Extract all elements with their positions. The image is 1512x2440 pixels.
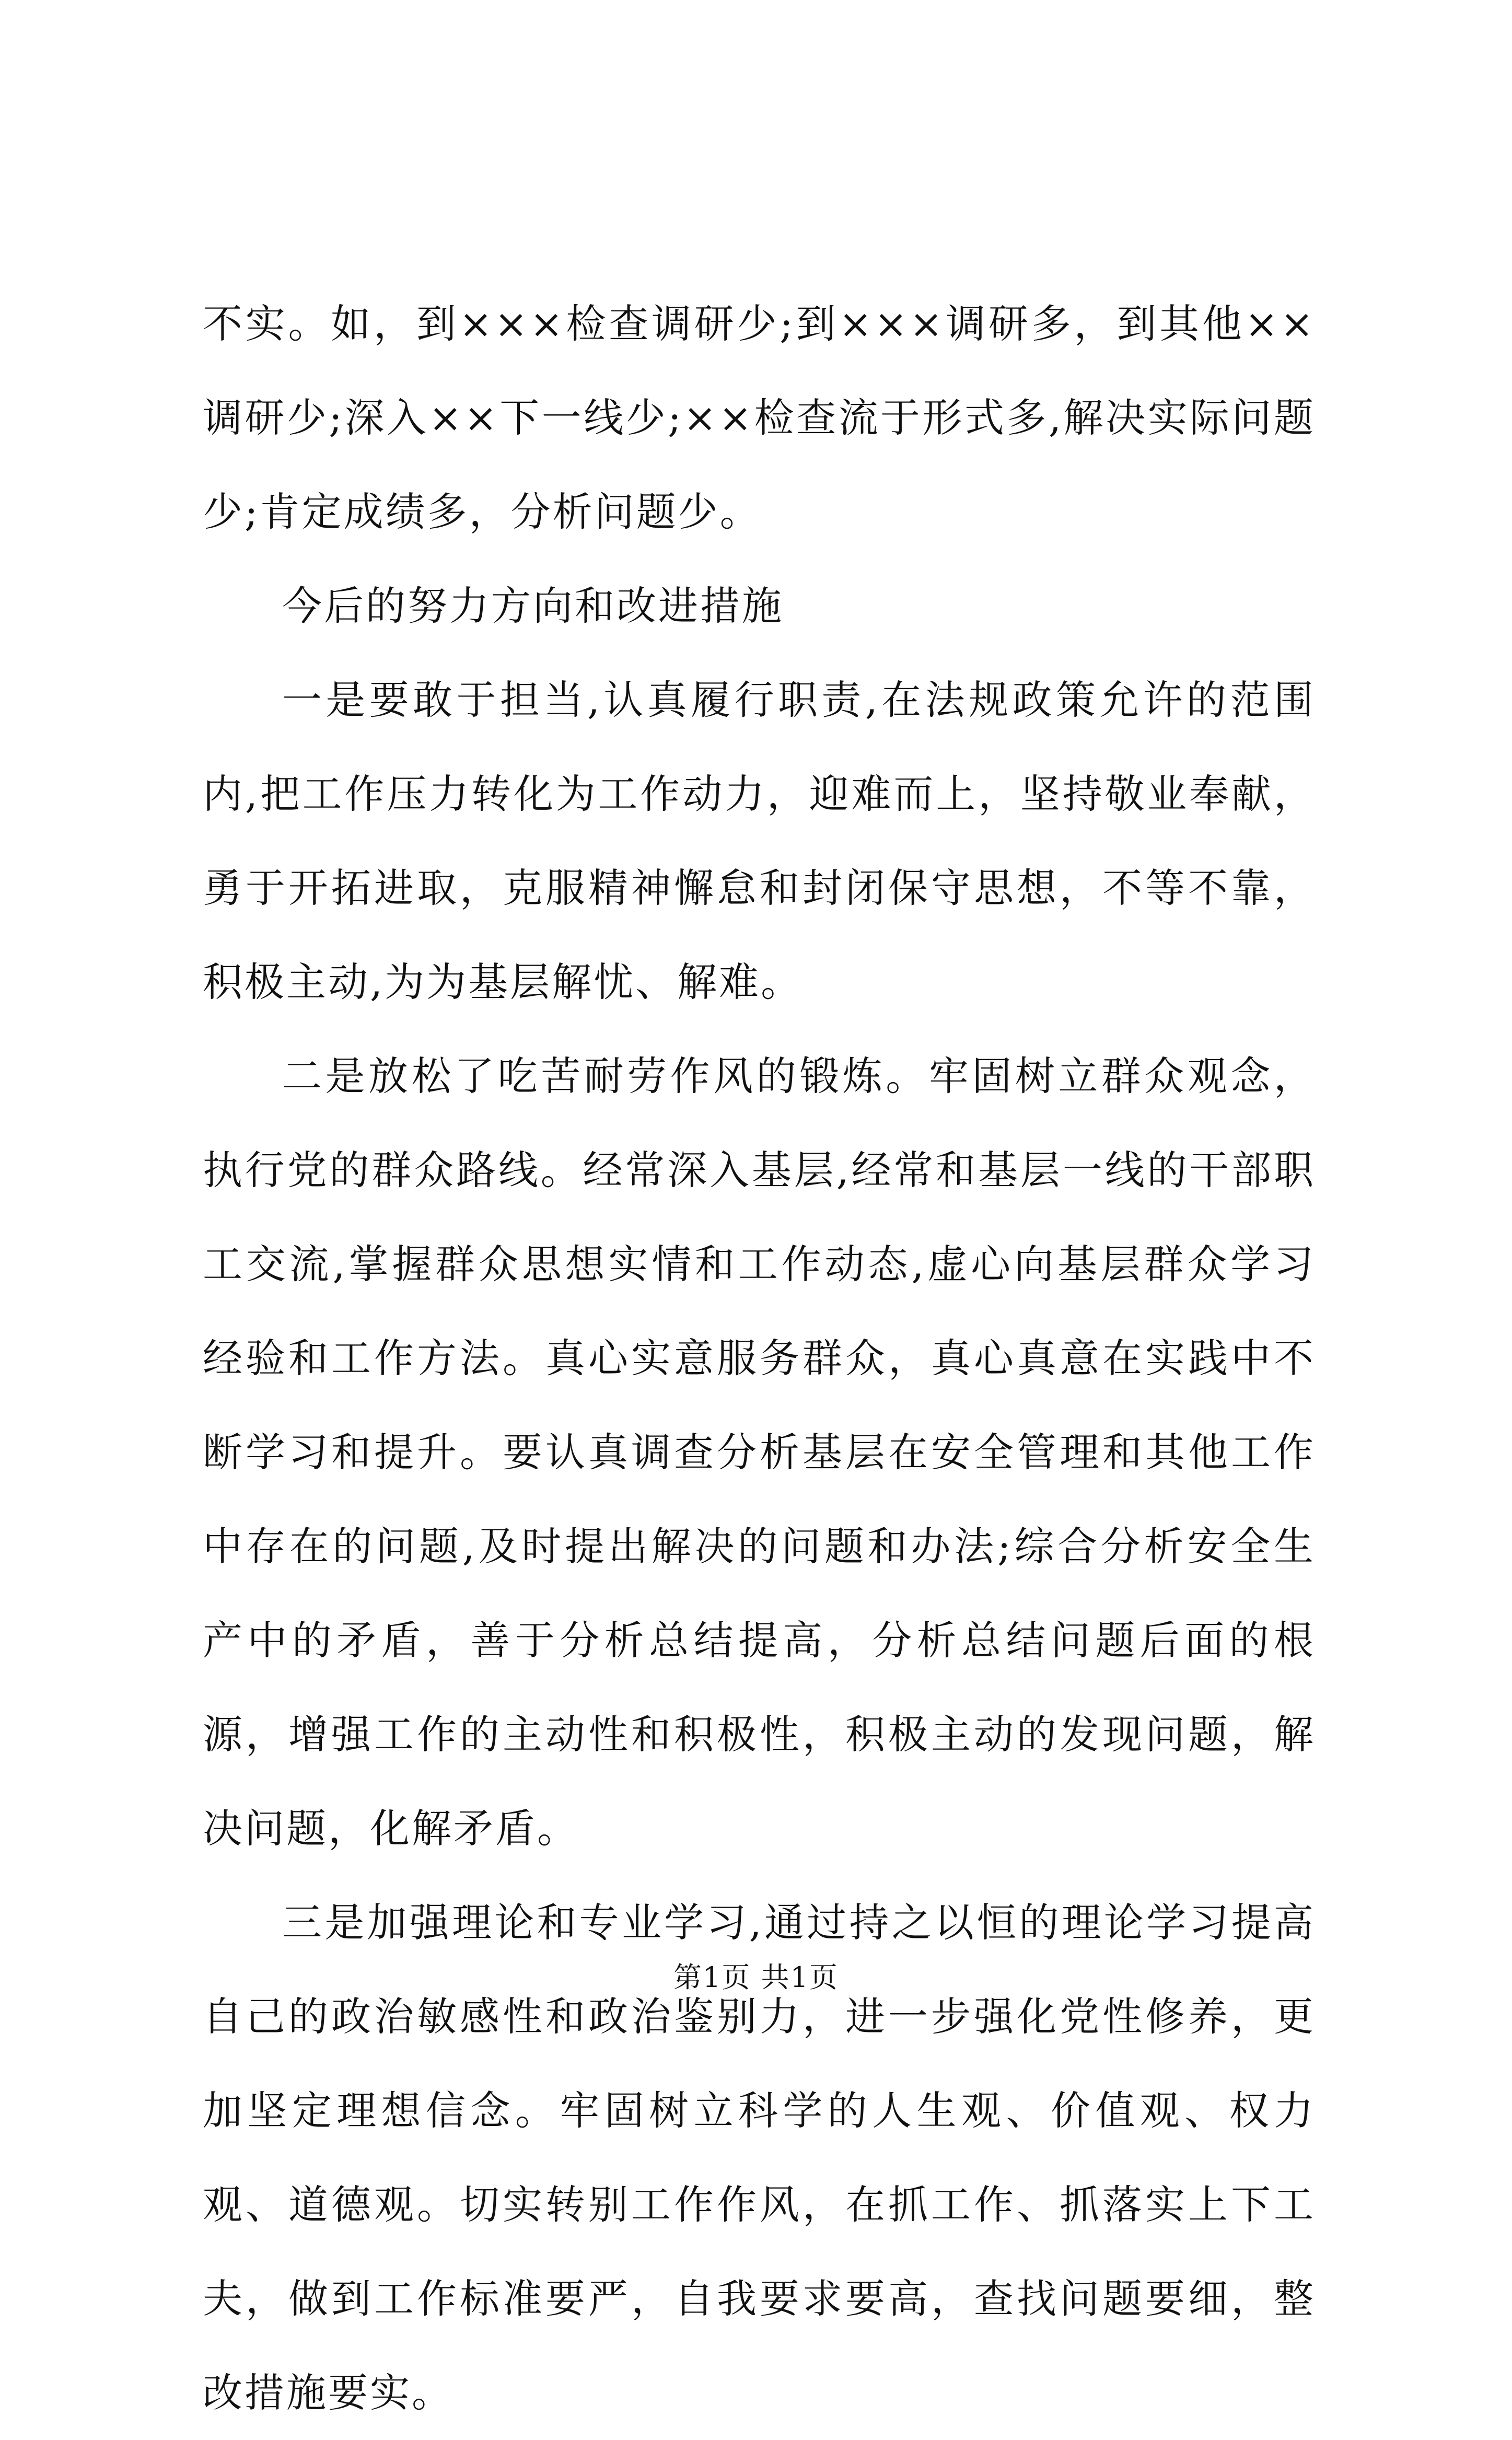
document-body: [203, 277, 1316, 2440]
page-footer: 第1页 共1页: [673, 1961, 839, 1994]
paragraph-intro: 不实。如，到×××检查调研少;到×××调研多，到其他××调研少;深入××下一线少;××检查流于形式多,解决实际问题少;肯定成绩多，分析问题少。: [203, 300, 1316, 535]
paragraph-item-three: 三是加强理论和专业学习,通过持之以恒的理论学习提高自己的政治敏感性和政治鉴别力，进一步强化党性修养，更加坚定理想信念。牢固树立科学的人生观、价值观、权力观、道德观。切实转别工作作风，在抓工作、抓落实上下工夫，做到工作标准要严，自我要求要高，查找问题要细，整改措施要实。: [203, 1899, 1316, 2416]
paragraph-item-one: 一是要敢于担当,认真履行职责,在法规政策允许的范围内,把工作压力转化为工作动力，迎难而上，坚持敬业奉献，勇于开拓进取，克服精神懈怠和封闭保守思想，不等不靠，积极主动,为为基层解忧、解难。: [203, 677, 1316, 1005]
paragraph-item-two: 二是放松了吃苦耐劳作风的锻炼。牢固树立群众观念，执行党的群众路线。经常深入基层,经常和基层一线的干部职工交流,掌握群众思想实情和工作动态,虚心向基层群众学习经验和工作方法。真心实意服务群众，真心真意在实践中不断学习和提升。要认真调查分析基层在安全管理和其他工作中存在的问题,及时提出解决的问题和办法;综合分析安全生产中的矛盾，善于分析总结提高，分析总结问题后面的根源，增强工作的主动性和积极性，积极主动的发现问题，解决问题，化解矛盾。: [203, 1053, 1316, 1852]
section-heading: 今后的努力方向和改进措施: [282, 583, 784, 629]
